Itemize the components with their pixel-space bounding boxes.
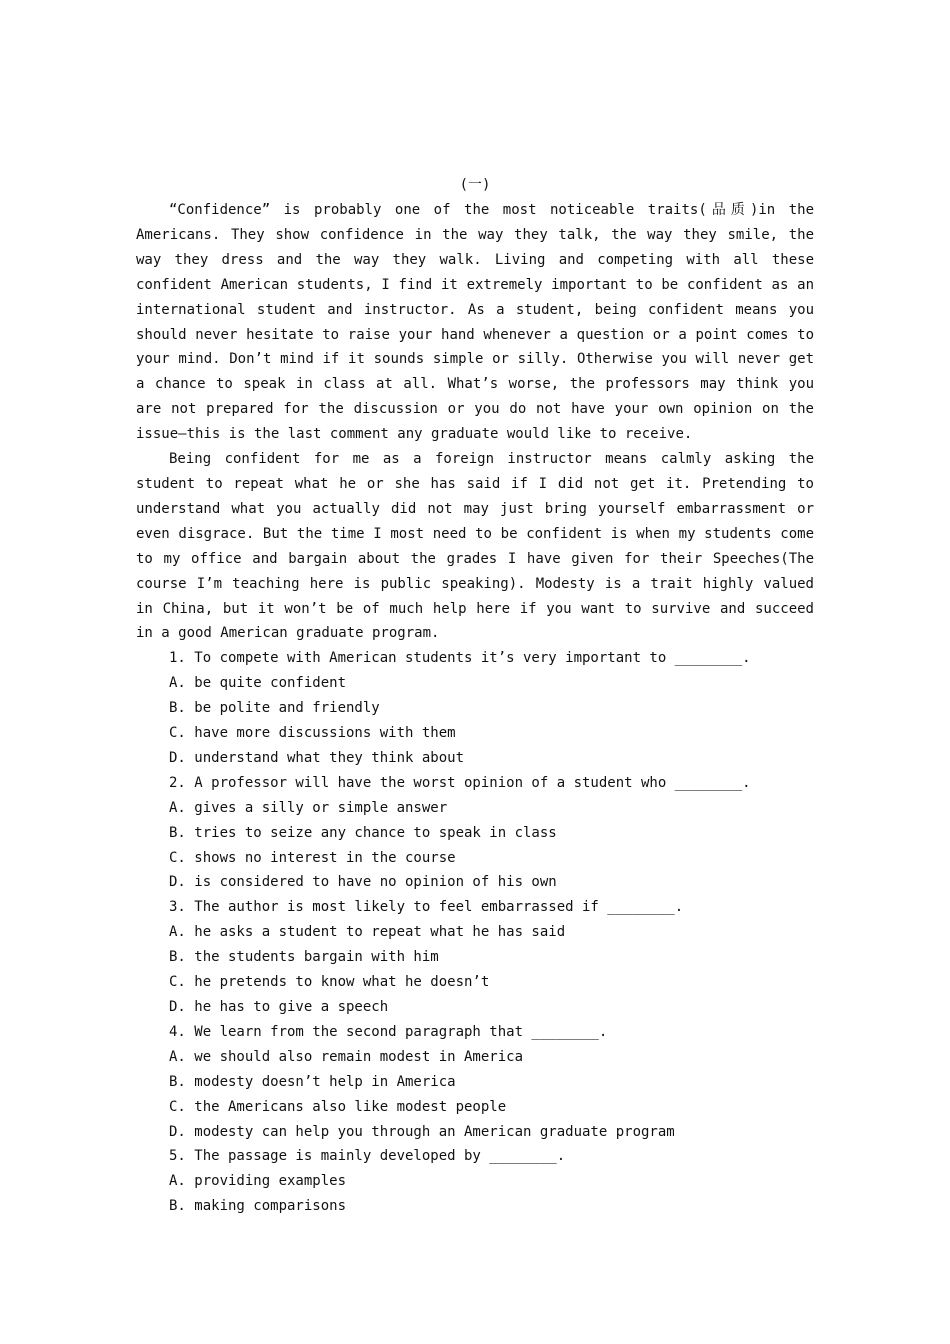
option-c: C. the Americans also like modest people <box>169 1098 507 1115</box>
option-c: C. he pretends to know what he doesn’t <box>169 974 490 991</box>
question-5 <box>136 1144 814 1219</box>
question-1 <box>136 646 814 771</box>
section-title: (一) <box>459 177 491 193</box>
question-stem: 2. A professor will have the worst opinion of a student who ________. <box>169 774 751 791</box>
option-a: A. providing examples <box>169 1173 347 1190</box>
question-list <box>136 646 814 1219</box>
paragraph-1: “Confidence” is probably one of the most noticeable traits(品质)in the Americans. They show confidence in the way they talk, the way they smile, the way they dress and the way they walk. Living and competing with all these confident American students, I find it extremely important to be confident as an international student and instructor. As a student, being confident means you should never hesitate to raise your hand whenever a question or a point comes to your mind. Don’t mind if it sounds simple or silly. Otherwise you will never get a chance to speak in class at all. What’s worse, the professors may think you are not prepared for the discussion or you do not have your own opinion on the issue—this is the last comment any graduate would like to receive. <box>136 202 814 443</box>
option-b: B. be polite and friendly <box>169 700 380 717</box>
option-d: D. is considered to have no opinion of his own <box>169 874 557 891</box>
question-stem: 5. The passage is mainly developed by ________. <box>169 1148 566 1165</box>
question-2 <box>136 771 814 896</box>
option-c: C. shows no interest in the course <box>169 849 456 866</box>
paragraph-2: Being confident for me as a foreign instructor means calmly asking the student to repeat what he or she has said if I did not get it. Pretending to understand what you actually did not may just bring yourself embarrassment or even disgrace. But the time I most need to be confident is when my students come to my office and bargain about the grades I have given for their Speeches(The course I’m teaching here is public speaking). Modesty is a trait highly valued in China, but it won’t be of much help here if you want to survive and succeed in a good American graduate program. <box>136 451 814 642</box>
option-c: C. have more discussions with them <box>169 725 456 742</box>
option-a: A. gives a silly or simple answer <box>169 799 448 816</box>
option-a: A. be quite confident <box>169 675 347 692</box>
option-d: D. he has to give a speech <box>169 999 389 1015</box>
question-stem: 4. We learn from the second paragraph that ________. <box>169 1023 608 1040</box>
option-a: A. we should also remain modest in America <box>169 1048 524 1065</box>
option-b: B. tries to seize any chance to speak in class <box>169 824 557 841</box>
option-d: D. modesty can help you through an American graduate program <box>169 1123 675 1140</box>
question-4 <box>136 1020 814 1145</box>
option-d: D. understand what they think about <box>169 749 465 766</box>
option-b: B. the students bargain with him <box>169 949 439 966</box>
question-3 <box>136 895 814 1020</box>
option-b: B. making comparisons <box>169 1198 347 1215</box>
reading-passage <box>136 173 814 1219</box>
option-b: B. modesty doesn’t help in America <box>169 1073 456 1090</box>
question-stem: 3. The author is most likely to feel embarrassed if ________. <box>169 899 684 916</box>
option-a: A. he asks a student to repeat what he has said <box>169 924 566 941</box>
question-stem: 1. To compete with American students it’s very important to ________. <box>169 650 751 667</box>
